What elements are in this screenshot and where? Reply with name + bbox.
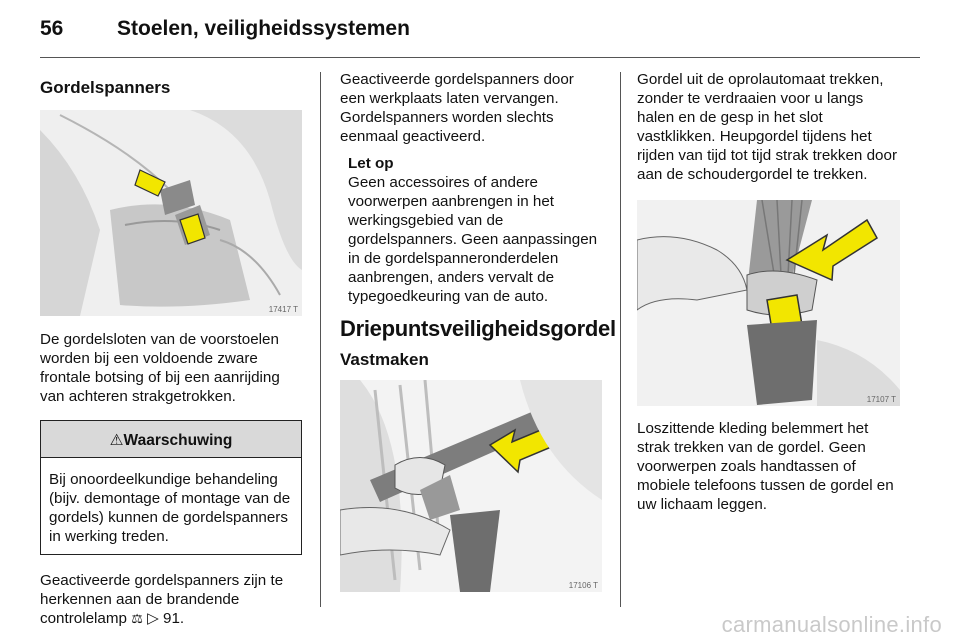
section-title-gordelspanners: Gordelspanners [40,78,171,97]
figure-code: 17417 T [268,305,298,314]
warning-box [40,420,302,555]
header-divider [40,57,920,58]
paragraph: Loszittende kleding belemmert het strak trekken van de gordel. Geen voorwerpen zoals handtassen of mobiele telefoons tussen de gordel en uw lichaam leggen. [637,420,894,513]
warning-title: Waarschuwing [123,432,233,449]
paragraph-text: Geactiveerde gordelspanners zijn te herkennen aan de brandende controlelamp [40,572,284,627]
paragraph [40,571,302,628]
warning-header [41,421,301,458]
warning-icon: ⚠ [109,432,124,449]
watermark: carmanualsonline.info [721,612,942,637]
figure-seat-buckles [40,110,302,316]
note-text: Geen accessoires of andere voorwerpen aanbrengen in het werkingsgebied van de gordelspanners. Geen aanpassingen in de gordelspanneronderdelen aanbrengen, anders vervalt de typegoedkeuring van de auto. [348,174,598,305]
warning-text: Bij onoordeelkundige behandeling (bijv. demontage of montage van de gordels) kunnen de gordelspanners in werking treden. [49,471,291,545]
column-divider-2 [620,72,621,607]
subsection-title-vastmaken: Vastmaken [340,350,429,369]
section-title-driepunts: Driepuntsveiligheidsgordel [340,316,616,341]
page-reference-icon: ▷ [147,610,159,627]
page-title: Stoelen, veiligheidssystemen [117,17,410,40]
figure-fastening-belt [340,380,602,592]
figure-code: 17106 T [568,581,598,590]
paragraph: Gordel uit de oprolautomaat trekken, zonder te verdraaien voor u langs halen en de gesp in het slot vastklikken. Heupgordel tijdens het rijden van tijd tot tijd strak trekken door aan de schoudergordel te trekken. [637,71,897,183]
warning-body [41,458,301,554]
note-block [348,154,603,306]
seatbelt-warning-lamp-icon: ⚖ [131,611,143,626]
column-3 [637,70,903,514]
page-reference[interactable]: 91. [163,610,185,627]
figure-code: 17107 T [866,395,896,404]
column-divider-1 [320,72,321,607]
figure-tightening-belt [637,200,900,406]
note-title: Let op [348,155,394,172]
column-1 [40,70,302,628]
paragraph: Geactiveerde gordelspanners door een werkplaats laten vervangen. Gordelspanners worden slechts eenmaal geactiveerd. [340,71,574,145]
column-2 [340,70,616,592]
page-number: 56 [40,17,64,40]
paragraph: De gordelsloten van de voorstoelen worden bij een voldoende zware frontale botsing of bij een aanrijding van achteren strakgetrokken. [40,331,280,405]
